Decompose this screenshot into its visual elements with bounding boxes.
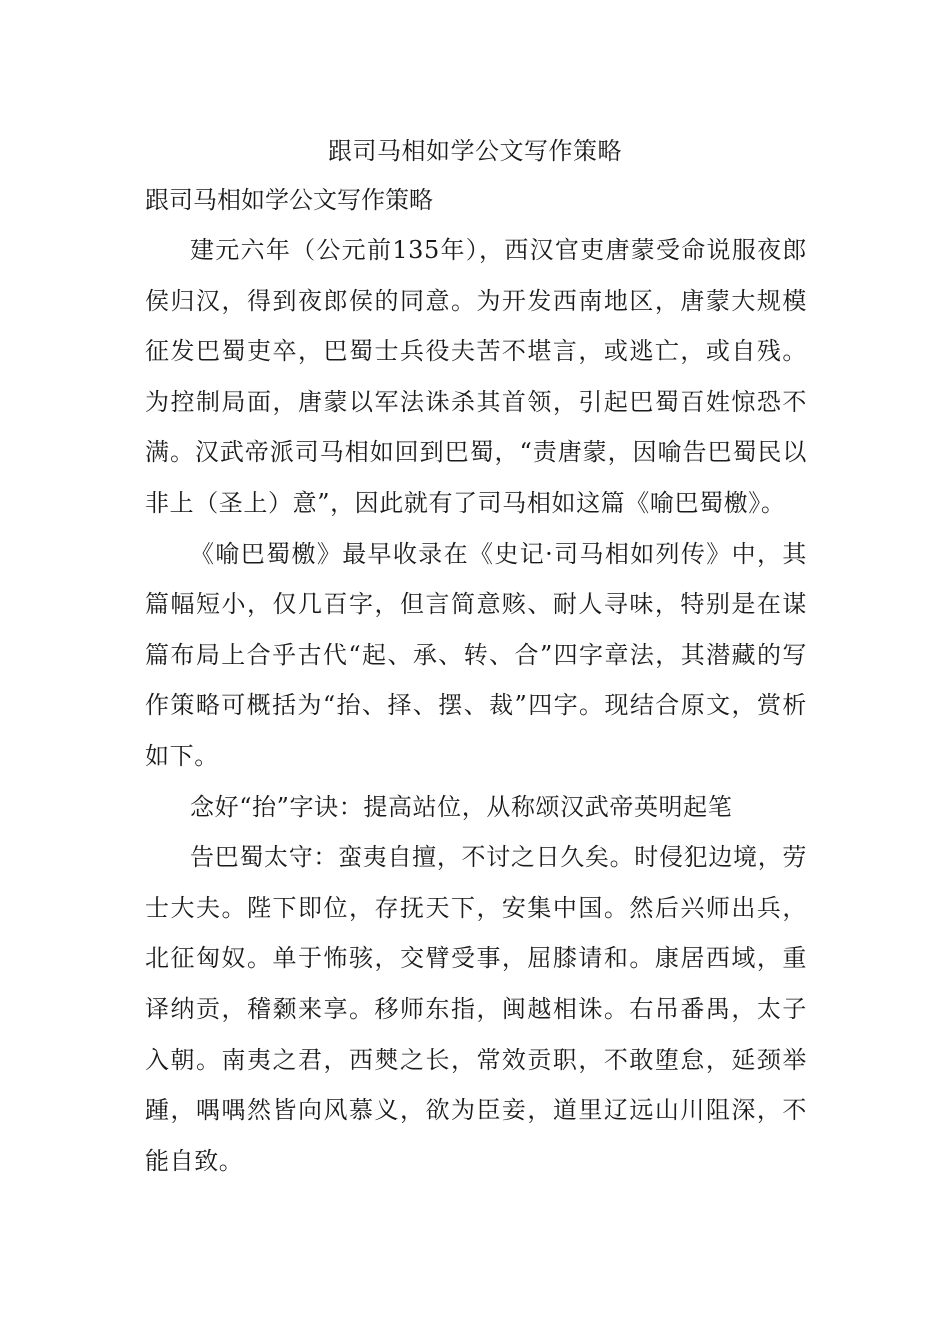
section-heading: 念好“抬”字诀：提高站位，从称颂汉武帝英明起笔 — [190, 792, 733, 821]
document-title: 跟司马相如学公文写作策略 — [328, 137, 622, 165]
paragraph-background: 建元六年（公元前135年），西汉官吏唐蒙受命说服夜郎侯归汉，得到夜郎侯的同意。为开发西南地区，唐蒙大规模征发巴蜀吏卒，巴蜀士兵役夫苦不堪言，或逃亡，或自残。为控制局面，唐蒙以军法诛杀其首领，引起巴蜀百姓惊恐不满。汉武帝派司马相如回到巴蜀，“责唐蒙，因喻告巴蜀民以非上（圣上）意”，因此就有了司马相如这篇《喻巴蜀檄》。 — [145, 236, 807, 517]
paragraph-overview: 《喻巴蜀檄》最早收录在《史记·司马相如列传》中，其篇幅短小，仅几百字，但言简意赅、耐人寻味，特别是在谋篇布局上合乎古代“起、承、转、合”四字章法，其潜藏的写作策略可概括为“抬、择、摆、裁”四字。现结合原文，赏析如下。 — [145, 539, 807, 770]
document-subtitle: 跟司马相如学公文写作策略 — [145, 186, 433, 214]
paragraph-quote: 告巴蜀太守：蛮夷自擅，不讨之日久矣。时侵犯边境，劳士大夫。陛下即位，存抚天下，安集中国。然后兴师出兵，北征匈奴。单于怖骇，交臂受事，屈膝请和。康居西域，重译纳贡，稽颡来享。移师东指，闽越相诛。右吊番禺，太子入朝。南夷之君，西僰之长，常效贡职，不敢堕怠，延颈举踵，喁喁然皆向风慕义，欲为臣妾，道里辽远山川阻深，不能自致。 — [145, 843, 807, 1175]
document-body — [145, 225, 807, 1186]
